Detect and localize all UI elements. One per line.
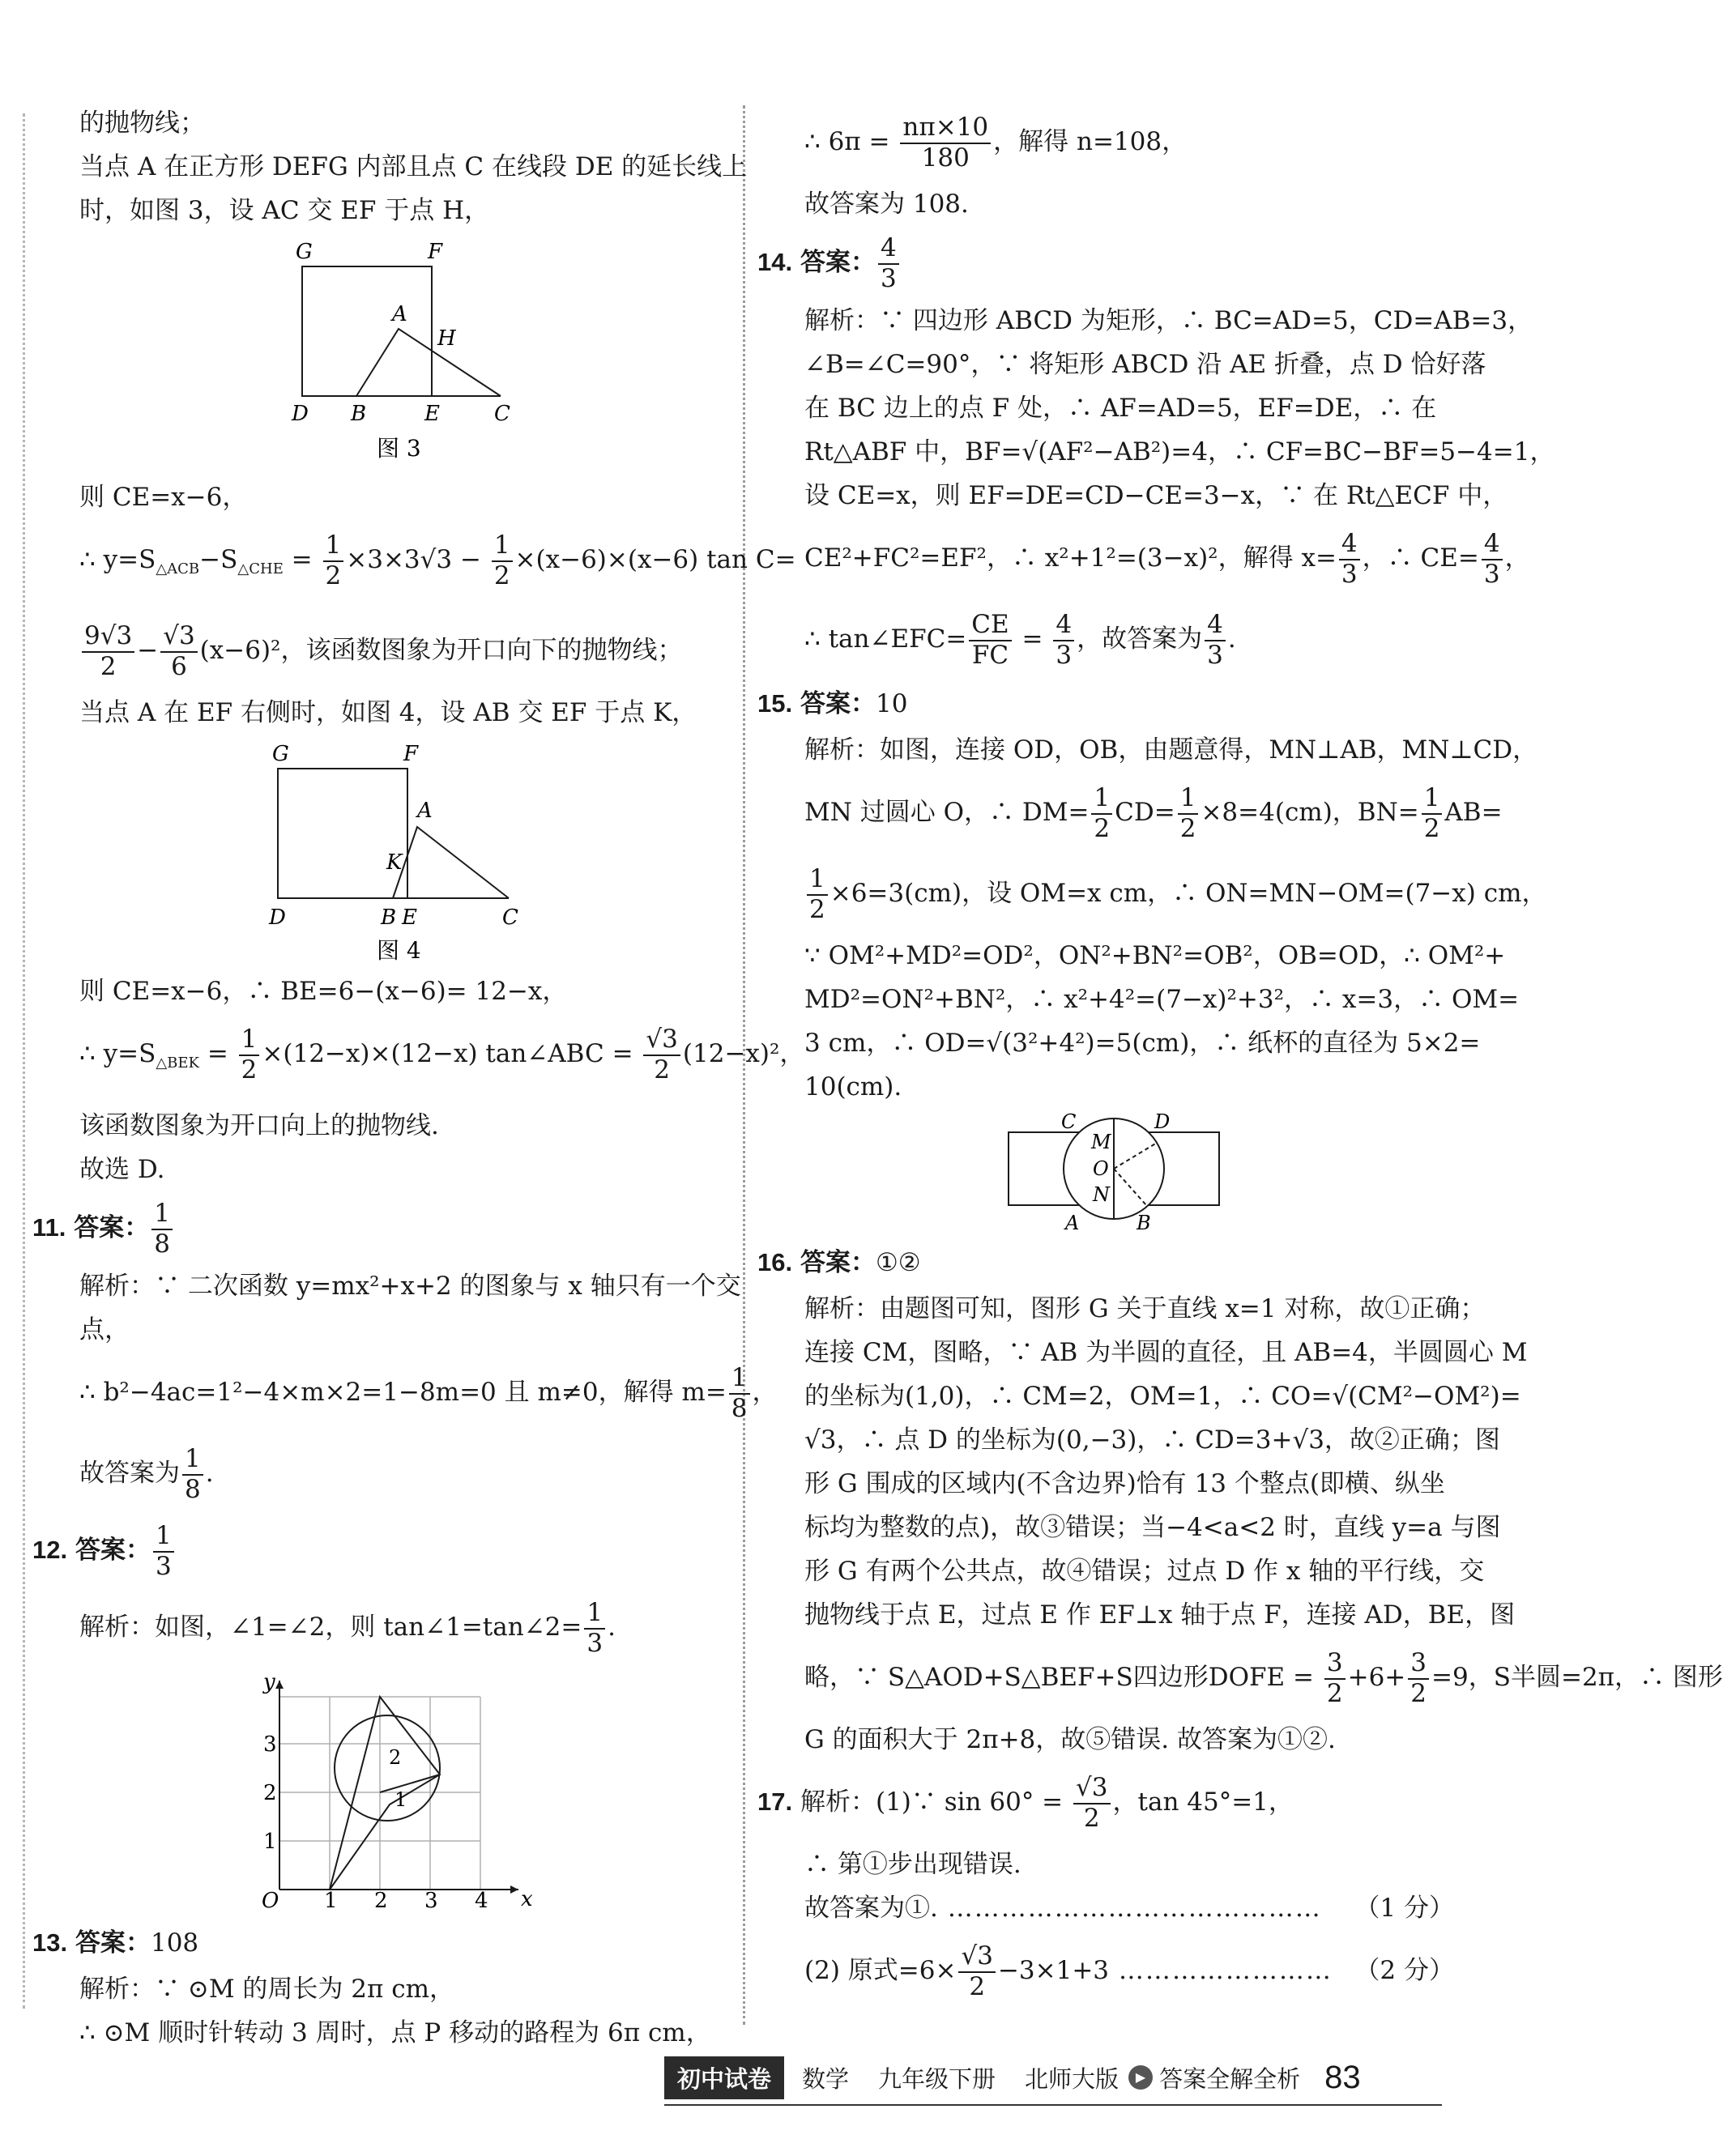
label-D: D xyxy=(292,402,309,426)
question-11-answer: 11. 答案： $\frac{1}{8}$ xyxy=(32,1191,721,1264)
text-line: 设 CE=x，则 EF=DE=CD−CE=3−x，∵ 在 Rt△ECF 中， xyxy=(804,481,1508,510)
label-B: B xyxy=(351,402,367,426)
figure-q12-grid xyxy=(32,1671,721,1914)
figure-4-caption: 图 4 xyxy=(377,937,421,965)
question-12-answer: 12. 答案： $\frac{1}{3}$ xyxy=(32,1514,721,1587)
text-line: 3 cm，∴ OD=√(3²+4²)=5(cm)，∴ 纸杯的直径为 5×2= xyxy=(804,1029,1481,1058)
text-line: 故答案为 108. xyxy=(804,190,969,219)
formula-line: (2) 原式=6× $\frac{√3}{2}$ −3×1+3 …………………… （2 分） xyxy=(804,1941,1454,2001)
text-line: ∵ OM²+MD²=OD²，ON²+BN²=OB²，OB=OD，∴ OM²+ xyxy=(804,941,1506,970)
text-line: 解析：∵ 四边形 ABCD 为矩形，∴ BC=AD=5，CD=AB=3， xyxy=(804,306,1533,335)
formula-line: 故答案为 $\frac{1}{8}$ . xyxy=(79,1444,214,1504)
svg-text:2: 2 xyxy=(374,1889,388,1914)
text-line: 抛物线于点 E，过点 E 作 EF⊥x 轴于点 F，连接 AD，BE，图 xyxy=(804,1600,1516,1630)
text-line: 标均为整数的点)，故③错误；当−4<a<2 时，直线 y=a 与图 xyxy=(804,1513,1501,1542)
svg-text:1: 1 xyxy=(324,1889,338,1914)
svg-text:y: y xyxy=(263,1670,275,1695)
label-G: G xyxy=(272,742,289,767)
question-15-answer: 15. 答案：10 xyxy=(757,689,908,718)
question-17-answer: 17. 解析：(1)∵ sin 60° = $\frac{√3}{2}$ ，tan 45°=1， xyxy=(757,1772,1294,1833)
svg-text:4: 4 xyxy=(475,1889,488,1914)
label-G: G xyxy=(296,240,313,264)
question-14-answer: 14. 答案： $\frac{4}{3}$ xyxy=(757,226,1454,299)
text-line: Rt△ABF 中，BF=√(AF²−AB²)=4，∴ CF=BC−BF=5−4=1， xyxy=(804,437,1555,467)
text-line: 当点 A 在正方形 DEFG 内部且点 C 在线段 DE 的延长线上 xyxy=(79,152,748,181)
text-line: 时，如图 3，设 AC 交 EF 于点 H， xyxy=(79,196,490,225)
svg-text:x: x xyxy=(521,1887,533,1912)
text-line: 故答案为①. …………………………………… （1 分） xyxy=(804,1894,1454,1923)
triangle-abc xyxy=(356,329,501,396)
footer-series: 答案全解全析 xyxy=(1159,2064,1301,2093)
svg-text:3: 3 xyxy=(263,1732,277,1758)
text-line: 在 BC 边上的点 F 处，∴ AF=AD=5，EF=DE，∴ 在 xyxy=(804,394,1437,423)
text-line: 解析：∵ 二次函数 y=mx²+x+2 的图象与 x 轴只有一个交 xyxy=(79,1272,741,1302)
label-A: A xyxy=(417,799,433,824)
text-line: MD²=ON²+BN²，∴ x²+4²=(7−x)²+3²，∴ x=3，∴ OM= xyxy=(804,985,1520,1014)
text-line: 连接 CM，图略，∵ AB 为半圆的直径，且 AB=4，半圆圆心 M xyxy=(804,1338,1528,1367)
footer-rule xyxy=(664,2104,1442,2106)
svg-text:O: O xyxy=(1093,1157,1109,1180)
label-E: E xyxy=(424,402,440,426)
triangle-abc xyxy=(393,827,509,898)
text-line: 的坐标为(1,0)，∴ CM=2，OM=1，∴ CO=√(CM²−OM²)= xyxy=(804,1382,1521,1411)
figure-q15-cup xyxy=(757,1112,1454,1234)
footer-edition: 北师大版 xyxy=(1025,2064,1120,2093)
formula-line: 略，∵ S△AOD+S△BEF+S四边形DOFE = $\frac{3}{2}$ +6+ $\frac{3}{2}$ =9，S半圆=2π，∴ 图形 xyxy=(804,1647,1723,1708)
formula-line: 解析：如图，∠1=∠2，则 tan∠1=tan∠2= $\frac{1}{3}$ . xyxy=(79,1598,616,1658)
square-defg xyxy=(278,769,407,898)
svg-text:M: M xyxy=(1091,1131,1111,1153)
series-brand: 初中试卷 xyxy=(664,2056,784,2099)
text-line: 解析：由题图可知，图形 G 关于直线 x=1 对称，故①正确； xyxy=(804,1294,1486,1323)
label-D: D xyxy=(269,905,286,931)
svg-text:2: 2 xyxy=(389,1746,402,1770)
text-line: G 的面积大于 2π+8，故⑤错误. 故答案为①②. xyxy=(804,1725,1336,1754)
text-line: 形 G 围成的区域内(不含边界)恰有 13 个整点(即横、纵坐 xyxy=(804,1469,1445,1498)
text-line: 则 CE=x−6， xyxy=(79,483,248,512)
text-line: 当点 A 在 EF 右侧时，如图 4，设 AB 交 EF 于点 K， xyxy=(79,698,697,728)
svg-text:N: N xyxy=(1093,1183,1110,1206)
formula-line: $\frac{1}{2}$ ×6=3(cm)，设 OM=x cm，∴ ON=MN−OM=(7−x) cm， xyxy=(757,853,1454,934)
figure-4 xyxy=(32,738,721,965)
label-K: K xyxy=(386,850,403,876)
text-line: 故选 D. xyxy=(79,1155,165,1185)
right-column xyxy=(757,101,1723,2011)
formula-line: ∴ b²−4ac=1²−4×m×2=1−8m=0 且 m≠0，解得 m= $\frac{1}{8}$ ， xyxy=(79,1363,778,1423)
label-E: E xyxy=(402,905,417,931)
text-line: √3，∴ 点 D 的坐标为(0,−3)，∴ CD=3+√3，故②正确；图 xyxy=(804,1425,1500,1455)
binding-edge-dots xyxy=(23,113,25,2009)
text-line: ∠B=∠C=90°，∵ 将矩形 ABCD 沿 AE 折叠，点 D 恰好落 xyxy=(804,350,1486,379)
formula-line: CE²+FC²=EF²，∴ x²+1²=(3−x)²，解得 x= $\frac{4}{3}$ ，∴ CE= $\frac{4}{3}$ ， xyxy=(804,528,1530,589)
formula-line: ∴ 6π = $\frac{n\pi\times 10}{180}$ ，解得 n=108， xyxy=(804,112,1188,173)
text-line: 该函数图象为开口向上的抛物线. xyxy=(79,1111,439,1141)
figure-3-caption: 图 3 xyxy=(377,435,421,462)
figure-3 xyxy=(32,236,721,471)
svg-text:C: C xyxy=(1061,1110,1077,1133)
text-line: 则 CE=x−6，∴ BE=6−(x−6)= 12−x， xyxy=(79,977,568,1007)
svg-text:1: 1 xyxy=(394,1788,407,1812)
left-column xyxy=(32,101,805,2055)
svg-text:B: B xyxy=(1137,1212,1151,1234)
footer-subject: 数学 xyxy=(802,2064,850,2093)
text-line: ∴ ⊙M 顺时针转动 3 周时，点 P 移动的路程为 6π cm， xyxy=(79,2018,711,2048)
label-B: B xyxy=(381,905,397,931)
label-C: C xyxy=(494,402,510,426)
text-line: 的抛物线； xyxy=(79,109,205,138)
svg-text:O: O xyxy=(262,1889,279,1914)
label-F: F xyxy=(428,240,443,264)
footer-grade: 九年级下册 xyxy=(878,2064,996,2093)
question-16-answer: 16. 答案：①② xyxy=(757,1248,921,1277)
svg-text:2: 2 xyxy=(263,1781,277,1806)
formula-line: ∴ $y=S_{\triangle BEK}$ = $\frac{1}{2}$ ×(12−x)×(12−x) tan∠ABC = $\frac{√3}{2}$ (12−x)²， xyxy=(79,1025,805,1084)
formula-line: $\frac{9√3}{2}$ − $\frac{√3}{6}$ (x−6)²，该函数图象为开口向下的抛物线； xyxy=(32,610,721,691)
svg-text:A: A xyxy=(1065,1212,1080,1234)
label-A: A xyxy=(392,302,407,326)
page-footer xyxy=(664,2053,1474,2102)
label-H: H xyxy=(437,326,456,351)
page-number: 83 xyxy=(1324,2059,1361,2095)
text-line: 10(cm). xyxy=(804,1072,902,1101)
text-line: 解析：如图，连接 OD，OB，由题意得，MN⊥AB，MN⊥CD， xyxy=(804,735,1538,765)
formula-line: MN 过圆心 O，∴ DM= $\frac{1}{2}$ CD= $\frac{1}{2}$ ×8=4(cm)，BN= $\frac{1}{2}$ AB= xyxy=(804,782,1503,843)
play-icon: ▶ xyxy=(1128,2065,1153,2090)
formula-line: ∴ tan∠EFC= $\frac{CE}{FC}$ = $\frac{4}{3}$ ，故答案为 $\frac{4}{3}$ . xyxy=(804,609,1236,670)
label-C: C xyxy=(502,905,518,931)
text-line: 解析：∵ ⊙M 的周长为 2π cm， xyxy=(79,1975,454,2005)
svg-text:1: 1 xyxy=(263,1830,277,1855)
square-defg xyxy=(302,266,432,396)
formula-line: ∴ $y=S_{\triangle ACB}-S_{\triangle CHE}$ = $\frac{1}{2}$ ×3×3√3 − $\frac{1}{2}$ ×(x−6)×(x−6) tan C= xyxy=(79,530,796,590)
text-line: 点， xyxy=(79,1315,130,1345)
question-13-answer: 13. 答案：108 xyxy=(32,1928,199,1958)
svg-text:D: D xyxy=(1154,1110,1171,1133)
svg-text:3: 3 xyxy=(424,1889,438,1914)
text-line: 形 G 有两个公共点，故④错误；过点 D 作 x 轴的平行线，交 xyxy=(804,1557,1485,1586)
label-F: F xyxy=(403,742,419,767)
text-line: ∴ 第①步出现错误. xyxy=(804,1850,1021,1879)
